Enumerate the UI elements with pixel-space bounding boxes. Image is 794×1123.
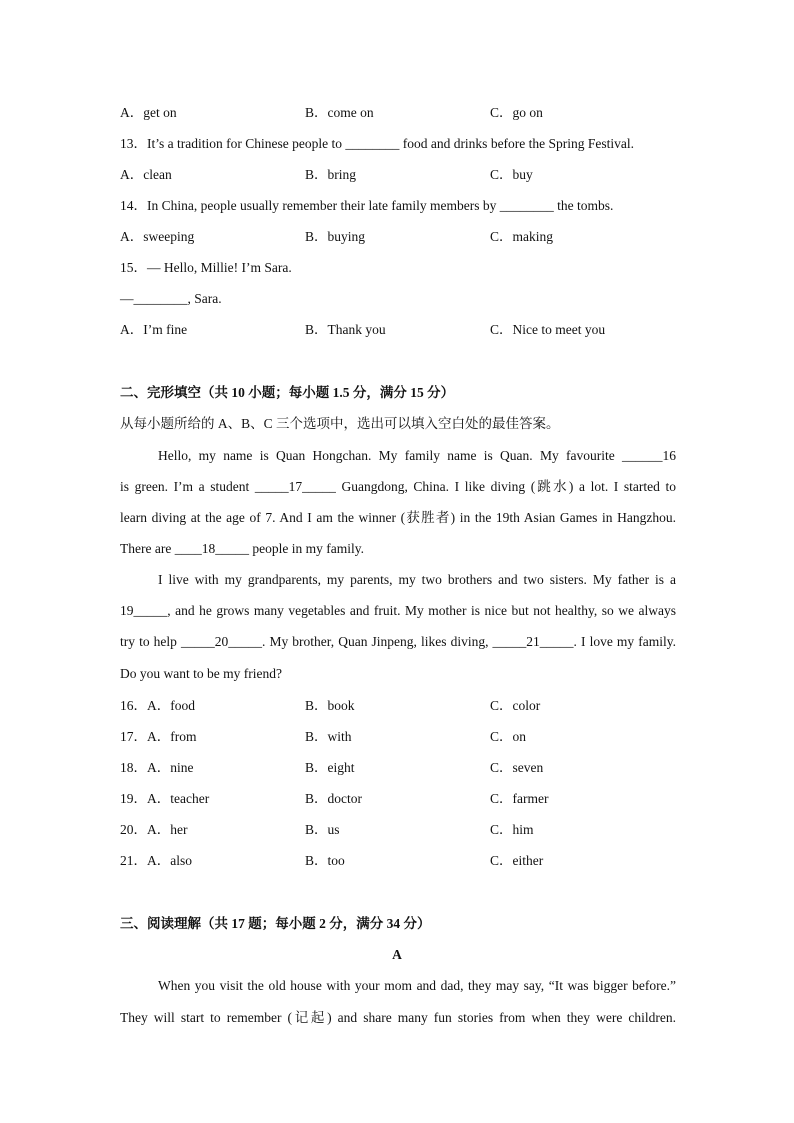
cloze-blank-19: 19_____ bbox=[120, 603, 168, 618]
q16-option-b: B．book bbox=[305, 698, 355, 713]
section3-title: 三、阅读理解（共 17 题；每小题 2 分，满分 34 分） bbox=[120, 916, 431, 931]
q17-option-a: 17．A．from bbox=[120, 729, 197, 744]
cloze-text: There are bbox=[120, 541, 175, 556]
q13-stem-after: food and drinks before the Spring Festival. bbox=[399, 136, 635, 151]
cloze-p2-line3 bbox=[120, 633, 676, 651]
q14-options bbox=[120, 228, 680, 246]
cloze-blank-18: ____18_____ bbox=[174, 541, 249, 556]
cloze-blank-21: _____21_____ bbox=[492, 634, 574, 649]
q12-options bbox=[120, 104, 680, 122]
q17-options bbox=[120, 728, 680, 746]
q19-option-b: B．doctor bbox=[305, 791, 362, 806]
q14-blank: ________ bbox=[499, 198, 554, 213]
cloze-p2-line1: I live with my grandparents, my parents, my two brothers and two sisters. My father is a bbox=[158, 572, 676, 587]
q15-blank: ________ bbox=[133, 291, 188, 306]
q15-line2-after: , Sara. bbox=[187, 291, 222, 306]
cloze-blank-20: _____20_____ bbox=[181, 634, 262, 649]
cloze-p1-line3: learn diving at the age of 7. And I am the winner (获胜者) in the 19th Asian Games in Hangzhou. bbox=[120, 510, 676, 525]
q14-stem-after: the tombs. bbox=[553, 198, 614, 213]
q12-option-b: B．come on bbox=[305, 105, 374, 120]
q12-option-c: C．go on bbox=[490, 105, 543, 120]
q21-option-c: C．either bbox=[490, 853, 544, 868]
q19-options bbox=[120, 790, 680, 808]
cloze-text: , and he grows many vegetables and fruit. My mother is nice but not healthy, so we always bbox=[167, 603, 676, 618]
q15-option-a: A．I’m fine bbox=[120, 322, 188, 337]
q13-stem-before: 13．It’s a tradition for Chinese people to bbox=[120, 136, 346, 151]
q21-option-b: B．too bbox=[305, 853, 345, 868]
q17-option-c: C．on bbox=[490, 729, 527, 744]
cloze-p2-line4: Do you want to be my friend? bbox=[120, 666, 282, 681]
q13-option-c: C．buy bbox=[490, 167, 533, 182]
q15-dash: — bbox=[120, 291, 134, 306]
q14-option-c: C．making bbox=[490, 229, 553, 244]
q16-option-c: C．color bbox=[490, 698, 541, 713]
cloze-p1-line1 bbox=[158, 447, 676, 465]
q19-option-c: C．farmer bbox=[490, 791, 549, 806]
q13-blank: ________ bbox=[345, 136, 400, 151]
cloze-text: is green. I’m a student bbox=[120, 479, 255, 494]
cloze-p1-line4 bbox=[120, 540, 676, 558]
q16-option-a: 16．A．food bbox=[120, 698, 195, 713]
q20-option-a: 20．A．her bbox=[120, 822, 188, 837]
section2-instruction: 从每小题所给的 A、B、C 三个选项中，选出可以填入空白处的最佳答案。 bbox=[120, 416, 560, 431]
q14-option-a: A．sweeping bbox=[120, 229, 195, 244]
cloze-blank-16: ______16 bbox=[622, 448, 676, 463]
reading-line2: They will start to remember (记起) and share many fun stories from when they were children. bbox=[120, 1010, 676, 1025]
q20-option-c: C．him bbox=[490, 822, 534, 837]
q20-options bbox=[120, 821, 680, 839]
section2-title: 二、完形填空（共 10 小题；每小题 1.5 分，满分 15 分） bbox=[120, 385, 455, 400]
q15-option-c: C．Nice to meet you bbox=[490, 322, 606, 337]
reading-line1: When you visit the old house with your mom and dad, they may say, “It was bigger before.” bbox=[158, 978, 676, 993]
cloze-text: Hello, my name is Quan Hongchan. My family name is Quan. My favourite bbox=[158, 448, 622, 463]
cloze-text: try to help bbox=[120, 634, 181, 649]
q18-options bbox=[120, 759, 680, 777]
q18-option-b: B．eight bbox=[305, 760, 355, 775]
q13-options bbox=[120, 166, 680, 184]
cloze-blank-17: _____17_____ bbox=[254, 479, 336, 494]
q18-option-a: 18．A．nine bbox=[120, 760, 194, 775]
q13-option-a: A．clean bbox=[120, 167, 172, 182]
cloze-text: Guangdong, China. I like diving (跳水) a lot. I started to bbox=[335, 479, 676, 494]
q15-line2 bbox=[120, 290, 222, 308]
cloze-text: . I love my family. bbox=[573, 634, 676, 649]
q21-option-a: 21．A．also bbox=[120, 853, 192, 868]
q14-option-b: B．buying bbox=[305, 229, 366, 244]
q20-option-b: B．us bbox=[305, 822, 340, 837]
cloze-text: people in my family. bbox=[248, 541, 364, 556]
q21-options bbox=[120, 852, 680, 870]
q14-stem-before: 14．In China, people usually remember their late family members by bbox=[120, 198, 500, 213]
q12-option-a: A．get on bbox=[120, 105, 177, 120]
cloze-p2-line2 bbox=[120, 602, 676, 620]
cloze-text: . My brother, Quan Jinpeng, likes diving, bbox=[262, 634, 493, 649]
q15-option-b: B．Thank you bbox=[305, 322, 386, 337]
q15-line1: 15．— Hello, Millie! I’m Sara. bbox=[120, 260, 292, 275]
q18-option-c: C．seven bbox=[490, 760, 544, 775]
q13-option-b: B．bring bbox=[305, 167, 357, 182]
q13-stem bbox=[120, 135, 634, 153]
passage-letter: A bbox=[392, 947, 402, 962]
q19-option-a: 19．A．teacher bbox=[120, 791, 210, 806]
cloze-p1-line2 bbox=[120, 478, 676, 496]
q15-options bbox=[120, 321, 680, 339]
q14-stem bbox=[120, 197, 613, 215]
q17-option-b: B．with bbox=[305, 729, 352, 744]
q16-options bbox=[120, 697, 680, 715]
